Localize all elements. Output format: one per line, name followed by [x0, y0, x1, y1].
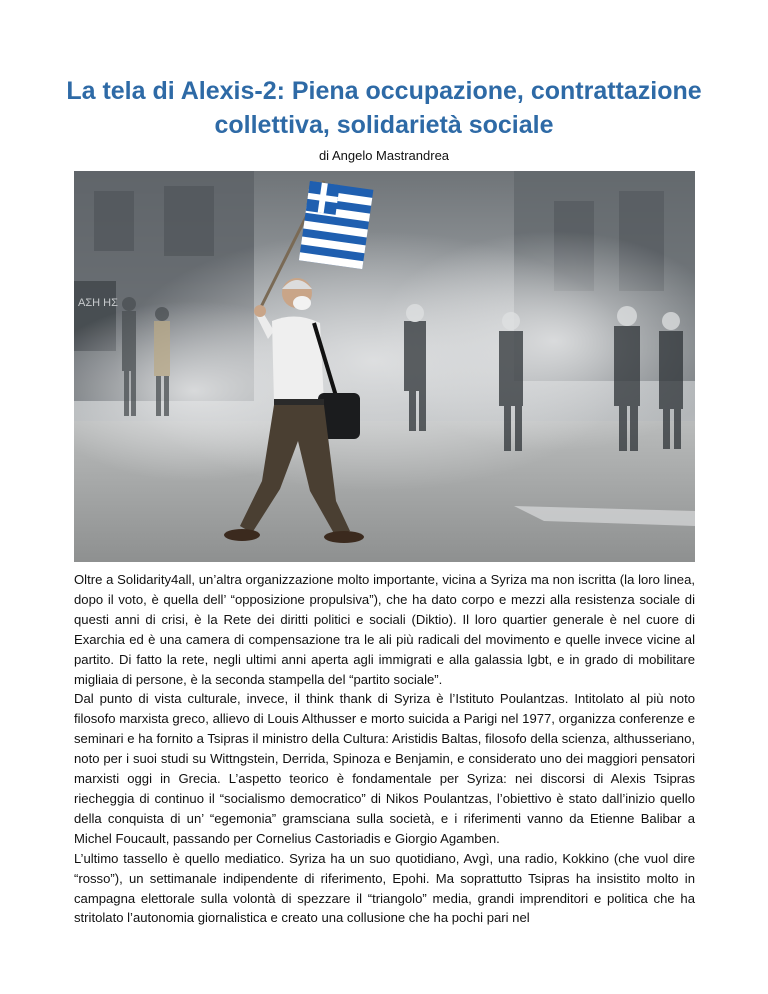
article-photo — [74, 171, 695, 562]
paragraph: L’ultimo tassello è quello mediatico. Syriza ha un suo quotidiano, Avgì, una radio, Kokkino (che vuol dire “rosso”), un settimanale indipendente di riferimento, Epohi. Ma soprattutto Tsipras ha insistito molto in campagna elettorale sulla volontà di spezzare il “triangolo” media, grandi imprenditori e politica che ha stritolato l’autonomia giornalistica e creato una collusione che ha pochi pari nel — [74, 850, 695, 926]
photo-sign-text: ΑΣΗ ΗΣ — [78, 297, 118, 309]
paragraph: Dal punto di vista culturale, invece, il think thank di Syriza è l’Istituto Poulantzas. Intitolato al più noto filosofo marxista greco, allievo di Louis Althusser e morto suicida a Parigi nel 1977, organizza conferenze e seminari e ha fornito a Tsipras il ministro della Cultura: Aristidis Baltas, filosofo della scienza, althusseriano, noto per i suoi studi su Wittngstein, Derrida, Spinoza e Benjamin, e considerato uno dei maggiori pensatori marxisti oggi in Grecia. L’aspetto teorico è fondamentale per Syriza: nei discorsi di Alexis Tsipras riecheggia di continuo il “socialismo democratico” di Nikos Poulantzas, l’obiettivo è stato dall’inizio quello della conquista di un’ “egemonia” gramsciana sulla società, e i riferimenti vanno da Etienne Balibar a Michel Foucault, passando per Cornelius Castoriadis e Giorgio Agamben. — [74, 691, 695, 846]
article-title: La tela di Alexis-2: Piena occupazione, contrattazione collettiva, solidarietà sociale — [66, 77, 702, 139]
article-body — [74, 570, 695, 928]
article-byline: di Angelo Mastrandrea — [318, 148, 450, 163]
paragraph: Oltre a Solidarity4all, un’altra organizzazione molto importante, vicina a Syriza ma non iscritta (la loro linea, dopo il voto, è quella dell’ “opposizione propulsiva”), che ha dato corpo e mezzi alla resistenza sociale di questi anni di crisi, è la Rete dei diritti politici e sociali (Diktio). Il loro quartier generale è nel cuore di Exarchia ed è una camera di compensazione tra le ali più radicali del movimento e quelle invece vicine al partito. Di fatto la rete, negli ultimi anni aperta agli immigrati e alla galassia lgbt, e in grado di mobilitare migliaia di persone, è la seconda stampella del “partito sociale”. — [74, 572, 695, 687]
